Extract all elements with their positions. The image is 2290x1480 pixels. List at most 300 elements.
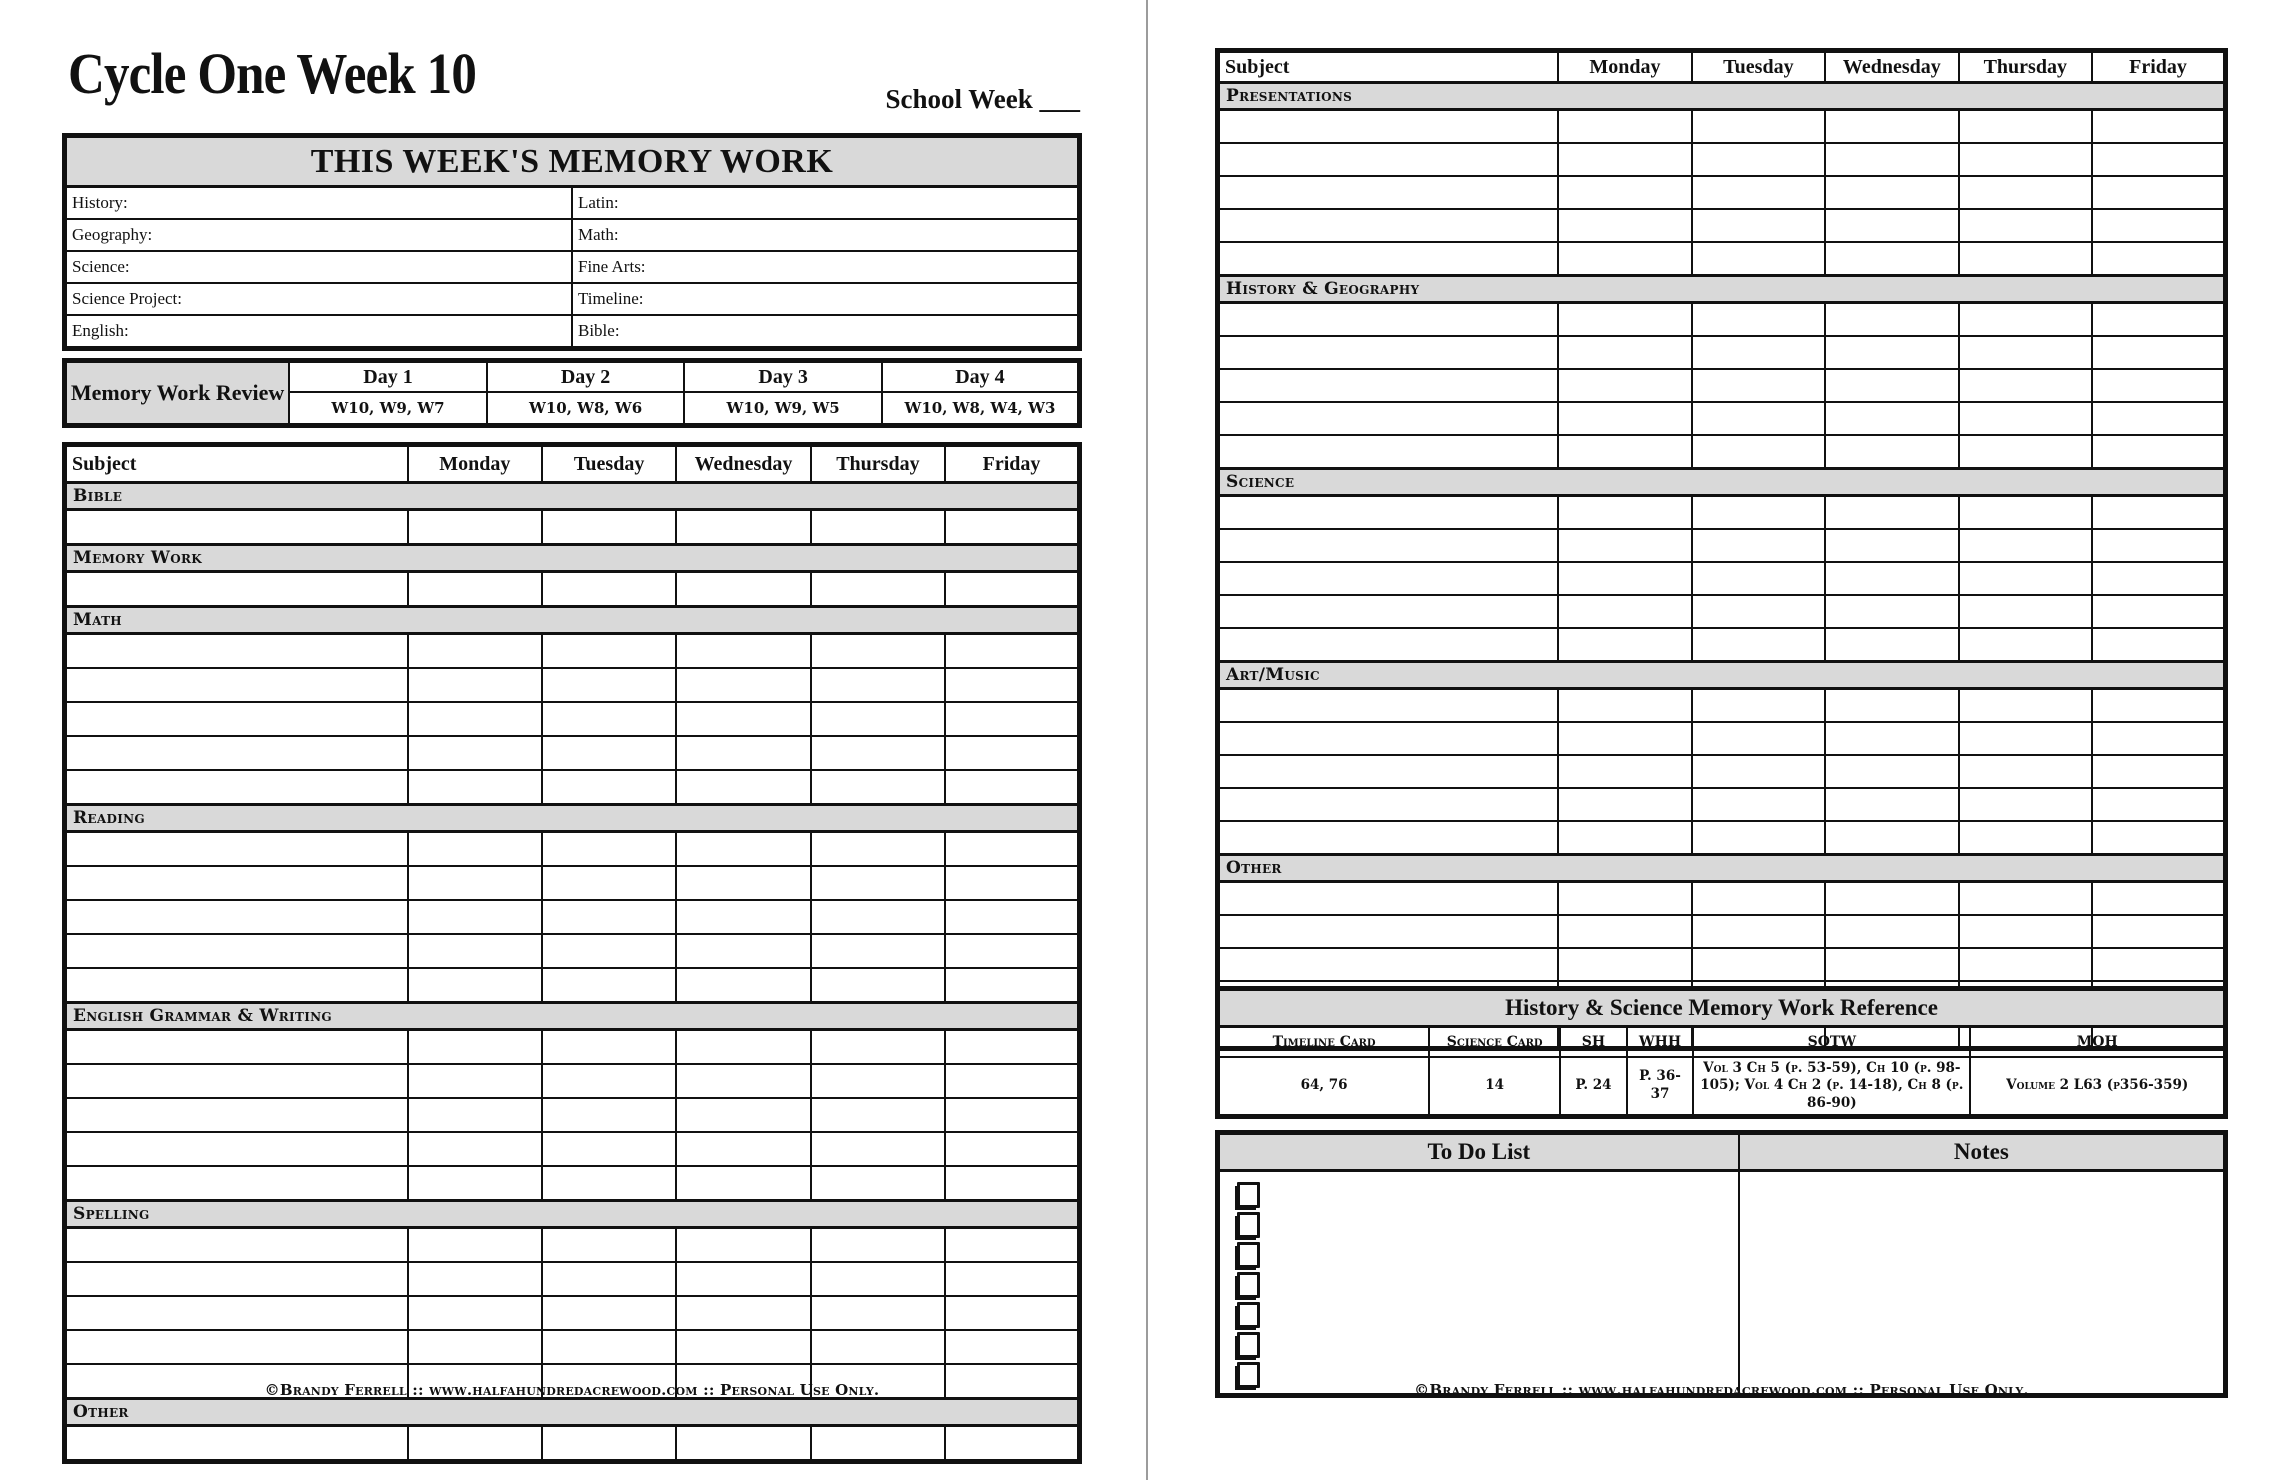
schedule-row (65, 1262, 1080, 1296)
day-cell (811, 866, 945, 900)
day-cell (1959, 110, 2092, 144)
day-cell (945, 934, 1079, 968)
day-cell (1825, 336, 1958, 369)
todo-checkbox (1237, 1242, 1260, 1268)
day-cell (1692, 755, 1825, 788)
day-cell (1692, 821, 1825, 855)
page-title: Cycle One Week 10 (68, 41, 476, 106)
column-header-thursday: Thursday (811, 445, 945, 483)
day-cell (811, 770, 945, 805)
day-cell (811, 1296, 945, 1330)
schedule-row (65, 736, 1080, 770)
todo-header-row (1218, 1133, 2226, 1171)
day-cell (811, 702, 945, 736)
review-weeks-1: W10, W9, W7 (289, 392, 487, 426)
day-cell (1959, 402, 2092, 435)
copyright-footer: ©Brandy Ferrell :: www.halfahundredacrewood.com :: Personal Use Only. (264, 1381, 880, 1399)
day-cell (1558, 143, 1691, 176)
schedule-row (65, 668, 1080, 702)
schedule-row (65, 702, 1080, 736)
day-cell (408, 1330, 542, 1364)
day-cell (2092, 722, 2225, 755)
day-cell (1959, 336, 2092, 369)
ref-col-sotw: SOTW (1693, 1027, 1970, 1058)
day-cell (2092, 435, 2225, 469)
day-cell (811, 900, 945, 934)
subject-cell (65, 1098, 408, 1132)
day-cell (1959, 496, 2092, 530)
day-cell (945, 1296, 1079, 1330)
day-cell (542, 572, 676, 607)
subject-cell (65, 866, 408, 900)
day-cell (945, 668, 1079, 702)
page-divider (1146, 0, 1148, 1480)
day-cell (1959, 755, 2092, 788)
notes-title: Notes (1739, 1133, 2226, 1171)
day-cell (408, 572, 542, 607)
day-cell (1959, 529, 2092, 562)
day-cell (945, 1098, 1079, 1132)
day-cell (676, 736, 810, 770)
day-cell (408, 1132, 542, 1166)
day-cell (1558, 496, 1691, 530)
subject-cell (1218, 689, 1559, 723)
day-cell (1825, 402, 1958, 435)
day-cell (1825, 496, 1958, 530)
subject-cell (1218, 821, 1559, 855)
subject-cell (1218, 435, 1559, 469)
day-cell (676, 770, 810, 805)
day-cell (1692, 336, 1825, 369)
day-cell (1959, 915, 2092, 948)
day-cell (945, 510, 1079, 545)
schedule-row (1218, 496, 2226, 530)
schedule-row (1218, 303, 2226, 337)
day-cell (1692, 529, 1825, 562)
day-cell (1825, 110, 1958, 144)
day-cell (1558, 562, 1691, 595)
day-cell (811, 510, 945, 545)
day-cell (408, 736, 542, 770)
schedule-row (65, 1098, 1080, 1132)
day-cell (1825, 689, 1958, 723)
day-cell (1692, 948, 1825, 981)
schedule-row (65, 770, 1080, 805)
day-cell (542, 1166, 676, 1201)
day-cell (1825, 303, 1958, 337)
section-label: Science (1218, 469, 2226, 496)
day-cell (676, 1426, 810, 1462)
day-cell (1558, 369, 1691, 402)
todo-checkbox (1237, 1272, 1260, 1298)
review-day-3: Day 3 (684, 361, 882, 393)
section-label: Presentations (1218, 83, 2226, 110)
day-cell (1959, 303, 2092, 337)
subject-cell (65, 668, 408, 702)
subject-cell (1218, 303, 1559, 337)
day-cell (1692, 176, 1825, 209)
subject-cell (1218, 242, 1559, 276)
day-cell (676, 968, 810, 1003)
day-cell (811, 1064, 945, 1098)
subject-cell (1218, 562, 1559, 595)
column-header-friday: Friday (945, 445, 1079, 483)
reference-header-row (1218, 1027, 2226, 1058)
day-cell (2092, 628, 2225, 662)
day-cell (408, 770, 542, 805)
day-cell (1959, 788, 2092, 821)
day-cell (1825, 788, 1958, 821)
day-cell (1558, 628, 1691, 662)
schedule-row (1218, 529, 2226, 562)
day-cell (1558, 722, 1691, 755)
subject-cell (1218, 882, 1559, 916)
day-cell (1825, 369, 1958, 402)
day-cell (1692, 595, 1825, 628)
day-cell (1558, 788, 1691, 821)
subject-cell (1218, 496, 1559, 530)
day-cell (1959, 628, 2092, 662)
schedule-row (1218, 143, 2226, 176)
column-header-wednesday: Wednesday (676, 445, 810, 483)
memory-work-row (65, 187, 1080, 220)
day-cell (1825, 562, 1958, 595)
schedule-row (1218, 595, 2226, 628)
day-cell (811, 832, 945, 867)
day-cell (1825, 242, 1958, 276)
day-cell (1558, 915, 1691, 948)
schedule-row (1218, 755, 2226, 788)
day-cell (1692, 689, 1825, 723)
day-cell (542, 510, 676, 545)
day-cell (408, 1426, 542, 1462)
day-cell (2092, 689, 2225, 723)
day-cell (676, 1296, 810, 1330)
day-cell (408, 1228, 542, 1263)
right-schedule-table (1215, 48, 2228, 1051)
schedule-row (65, 1064, 1080, 1098)
day-cell (2092, 209, 2225, 242)
subject-cell (65, 770, 408, 805)
day-cell (2092, 369, 2225, 402)
schedule-row (1218, 110, 2226, 144)
reference-title-row (1218, 989, 2226, 1027)
subject-cell (65, 1262, 408, 1296)
day-cell (1692, 303, 1825, 337)
day-cell (1558, 689, 1691, 723)
day-cell (1959, 595, 2092, 628)
day-cell (2092, 595, 2225, 628)
day-cell (1558, 882, 1691, 916)
ref-val-sotw: Vol 3 Ch 5 (p. 53-59), Ch 10 (p. 98-105); Vol 4 Ch 2 (p. 14-18), Ch 8 (p. 86-90) (1693, 1057, 1970, 1117)
left-schedule-table (62, 442, 1082, 1464)
section-band-row (65, 483, 1080, 510)
todo-checkbox (1237, 1182, 1260, 1208)
day-cell (1558, 821, 1691, 855)
column-header-friday: Friday (2092, 51, 2225, 83)
day-cell (945, 900, 1079, 934)
reference-table (1215, 986, 2228, 1119)
day-cell (1558, 209, 1691, 242)
day-cell (945, 968, 1079, 1003)
column-header-wednesday: Wednesday (1825, 51, 1958, 83)
day-cell (2092, 143, 2225, 176)
subject-cell (65, 934, 408, 968)
day-cell (1692, 143, 1825, 176)
day-cell (1825, 628, 1958, 662)
day-cell (1558, 595, 1691, 628)
schedule-header-row (65, 445, 1080, 483)
schedule-row (65, 832, 1080, 867)
section-label: Spelling (65, 1201, 1080, 1228)
day-cell (2092, 821, 2225, 855)
subject-cell (65, 1030, 408, 1065)
section-band-row (1218, 276, 2226, 303)
schedule-header-row (1218, 51, 2226, 83)
subject-cell (65, 1330, 408, 1364)
day-cell (676, 934, 810, 968)
day-cell (2092, 562, 2225, 595)
day-cell (408, 934, 542, 968)
day-cell (542, 1098, 676, 1132)
subject-cell (65, 1132, 408, 1166)
day-cell (676, 1330, 810, 1364)
day-cell (2092, 336, 2225, 369)
section-band-row (1218, 469, 2226, 496)
day-cell (1959, 209, 2092, 242)
day-cell (676, 1228, 810, 1263)
memory-work-row (65, 283, 1080, 315)
day-cell (676, 1166, 810, 1201)
day-cell (542, 1426, 676, 1462)
day-cell (1558, 529, 1691, 562)
section-band-row (65, 805, 1080, 832)
review-weeks-2: W10, W8, W6 (487, 392, 685, 426)
subject-cell (1218, 529, 1559, 562)
day-cell (811, 968, 945, 1003)
todo-checkbox (1237, 1212, 1260, 1238)
subject-cell (1218, 209, 1559, 242)
day-cell (408, 510, 542, 545)
section-label: Bible (65, 483, 1080, 510)
schedule-row (1218, 882, 2226, 916)
reference-title: History & Science Memory Work Reference (1218, 989, 2226, 1027)
schedule-row (1218, 788, 2226, 821)
day-cell (1959, 882, 2092, 916)
subject-cell (65, 832, 408, 867)
day-cell (542, 634, 676, 669)
day-cell (1959, 435, 2092, 469)
day-cell (408, 1098, 542, 1132)
section-band-row (65, 1201, 1080, 1228)
day-cell (2092, 755, 2225, 788)
column-header-tuesday: Tuesday (1692, 51, 1825, 83)
field-label-bible: Bible: (572, 315, 1080, 349)
day-cell (676, 668, 810, 702)
schedule-row (1218, 628, 2226, 662)
day-cell (2092, 242, 2225, 276)
field-label-science: Science: (65, 251, 573, 283)
subject-cell (65, 572, 408, 607)
day-cell (1825, 209, 1958, 242)
subject-cell (65, 1426, 408, 1462)
day-cell (1959, 689, 2092, 723)
column-header-subject: Subject (65, 445, 408, 483)
day-cell (811, 668, 945, 702)
day-cell (1825, 948, 1958, 981)
day-cell (1825, 722, 1958, 755)
field-label-math: Math: (572, 219, 1080, 251)
section-label: English Grammar & Writing (65, 1003, 1080, 1030)
subject-cell (65, 968, 408, 1003)
day-cell (2092, 496, 2225, 530)
ref-val-timeline-card: 64, 76 (1218, 1057, 1430, 1117)
day-cell (676, 1030, 810, 1065)
day-cell (945, 1064, 1079, 1098)
day-cell (1558, 110, 1691, 144)
subject-cell (1218, 402, 1559, 435)
day-cell (1692, 882, 1825, 916)
memory-work-title-row (65, 136, 1080, 187)
day-cell (945, 1426, 1079, 1462)
subject-cell (1218, 722, 1559, 755)
day-cell (1959, 143, 2092, 176)
day-cell (676, 1262, 810, 1296)
day-cell (408, 668, 542, 702)
day-cell (811, 736, 945, 770)
day-cell (1692, 435, 1825, 469)
day-cell (1692, 628, 1825, 662)
day-cell (811, 1030, 945, 1065)
ref-col-science-card: Science Card (1429, 1027, 1560, 1058)
day-cell (542, 1030, 676, 1065)
day-cell (945, 1330, 1079, 1364)
subject-cell (1218, 176, 1559, 209)
day-cell (542, 900, 676, 934)
subject-cell (1218, 595, 1559, 628)
ref-col-moh: MOH (1970, 1027, 2225, 1058)
day-cell (542, 1262, 676, 1296)
subject-cell (1218, 755, 1559, 788)
day-cell (1959, 821, 2092, 855)
day-cell (1558, 402, 1691, 435)
day-cell (945, 832, 1079, 867)
schedule-row (1218, 369, 2226, 402)
day-cell (542, 832, 676, 867)
day-cell (945, 572, 1079, 607)
day-cell (811, 934, 945, 968)
day-cell (811, 1426, 945, 1462)
day-cell (811, 1330, 945, 1364)
day-cell (1825, 915, 1958, 948)
day-cell (1558, 176, 1691, 209)
day-cell (945, 1228, 1079, 1263)
day-cell (2092, 402, 2225, 435)
day-cell (408, 832, 542, 867)
schedule-row (1218, 402, 2226, 435)
section-band-row (1218, 662, 2226, 689)
column-header-monday: Monday (1558, 51, 1691, 83)
day-cell (811, 1098, 945, 1132)
day-cell (945, 1166, 1079, 1201)
schedule-row (65, 934, 1080, 968)
subject-cell (65, 634, 408, 669)
field-label-timeline: Timeline: (572, 283, 1080, 315)
day-cell (1558, 435, 1691, 469)
day-cell (811, 1132, 945, 1166)
subject-cell (65, 900, 408, 934)
schedule-row (1218, 176, 2226, 209)
reference-value-row (1218, 1057, 2226, 1117)
field-label-science-project: Science Project: (65, 283, 573, 315)
day-cell (1825, 882, 1958, 916)
schedule-row (1218, 722, 2226, 755)
day-cell (811, 1166, 945, 1201)
day-cell (1825, 755, 1958, 788)
day-cell (1558, 242, 1691, 276)
ref-val-science-card: 14 (1429, 1057, 1560, 1117)
day-cell (408, 900, 542, 934)
day-cell (1692, 242, 1825, 276)
section-band-row (65, 1003, 1080, 1030)
day-cell (945, 634, 1079, 669)
schedule-row (65, 1166, 1080, 1201)
day-cell (1692, 110, 1825, 144)
day-cell (1692, 209, 1825, 242)
subject-cell (65, 1296, 408, 1330)
day-cell (1959, 722, 2092, 755)
subject-cell (65, 1064, 408, 1098)
ref-col-sh: SH (1560, 1027, 1627, 1058)
day-cell (1692, 788, 1825, 821)
schedule-row (1218, 209, 2226, 242)
day-cell (542, 668, 676, 702)
section-label: Art/Music (1218, 662, 2226, 689)
day-cell (676, 510, 810, 545)
schedule-row (65, 510, 1080, 545)
day-cell (2092, 948, 2225, 981)
day-cell (542, 866, 676, 900)
day-cell (676, 900, 810, 934)
review-day-4: Day 4 (882, 361, 1080, 393)
day-cell (2092, 529, 2225, 562)
schedule-row (65, 866, 1080, 900)
subject-cell (65, 510, 408, 545)
field-label-latin: Latin: (572, 187, 1080, 220)
day-cell (2092, 915, 2225, 948)
review-day-header-row (65, 361, 1080, 393)
schedule-row (1218, 915, 2226, 948)
day-cell (1825, 821, 1958, 855)
day-cell (811, 572, 945, 607)
day-cell (1692, 722, 1825, 755)
day-cell (1558, 755, 1691, 788)
day-cell (945, 702, 1079, 736)
day-cell (542, 702, 676, 736)
day-cell (542, 770, 676, 805)
day-cell (676, 1098, 810, 1132)
subject-cell (1218, 915, 1559, 948)
day-cell (945, 866, 1079, 900)
day-cell (945, 1132, 1079, 1166)
day-cell (676, 1132, 810, 1166)
column-header-monday: Monday (408, 445, 542, 483)
subject-cell (65, 1228, 408, 1263)
day-cell (676, 1064, 810, 1098)
day-cell (542, 1296, 676, 1330)
section-band-row (65, 607, 1080, 634)
memory-work-row (65, 251, 1080, 283)
